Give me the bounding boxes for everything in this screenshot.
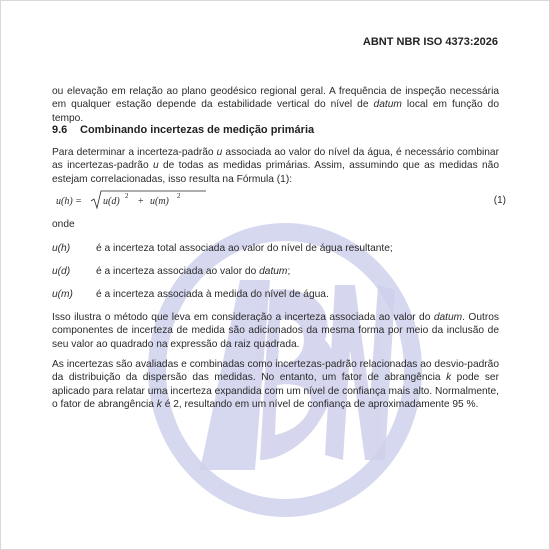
- p1-italic-u1: u: [216, 147, 223, 158]
- p1-text-3: de todas as medidas primárias. Assim, assumindo que as medidas não estejam correlacionadas, isso resulta na Fórmula (1):: [52, 160, 500, 185]
- p1-italic-u2: u: [152, 160, 159, 172]
- formula-1: [56, 188, 506, 212]
- definition-text: é a incerteza associada à medida do nível de água.: [96, 289, 329, 300]
- p3-text-1: As incertezas são avaliadas e combinadas como incertezas-padrão relacionadas ao desvio-padrão da distribuição da dispersão das medidas. No entanto, um fator de abrangência: [52, 359, 499, 384]
- section-number: 9.6: [52, 124, 68, 136]
- definition-symbol: u(d): [52, 266, 71, 277]
- definition-symbol: u(h): [52, 243, 71, 254]
- intro-text-2: local em função do tempo.: [52, 99, 499, 124]
- formula-expression: [56, 188, 256, 212]
- definition-text: [96, 265, 290, 278]
- p2-text-2: . Outros componentes de incerteza de medida são adicionados da mesma forma por meio da inclusão de seu valor ao quadrado na expressão da raiz quadrada.: [52, 312, 500, 350]
- intro-text-1: ou elevação em relação ao plano geodésico regional geral. A frequência de inspeção necessária em qualquer estação depende da estabilidade vertical do nível de: [52, 86, 499, 111]
- formula-term-2: u(m): [150, 196, 169, 207]
- formula-exponent-1: 2: [125, 192, 129, 200]
- definition-text-part: ;: [287, 266, 291, 277]
- definition-symbol: u(m): [52, 289, 73, 300]
- formula-term-1: u(d): [103, 196, 120, 207]
- where-label: onde: [52, 219, 75, 230]
- paragraph-1: [52, 146, 499, 186]
- paragraph-2: [52, 311, 499, 351]
- definition-text-part: é a incerteza associada ao valor do: [96, 266, 260, 277]
- p3-text-2: pode ser aplicado para relatar uma incerteza expandida com um nível de confiança mais alto. Normalmente, o fator de abrangência: [52, 372, 499, 411]
- p1-text-2: associada ao valor do nível da água, é necessário combinar as incertezas-padrão: [52, 147, 499, 172]
- intro-italic-datum: datum: [373, 99, 402, 111]
- section-heading: [52, 124, 314, 137]
- paragraph-3: [52, 358, 499, 412]
- p3-text-3: é 2, resultando em um nível de confiança de aproximadamente 95 %.: [161, 399, 479, 411]
- formula-lhs: u(h) =: [56, 196, 82, 207]
- definition-text: é a incerteza total associada ao valor do nível de água resultante;: [96, 243, 393, 254]
- intro-paragraph: [52, 85, 499, 125]
- p3-italic-k1: k: [446, 372, 452, 384]
- formula-number: (1): [493, 195, 506, 206]
- formula-exponent-2: 2: [177, 192, 181, 200]
- p3-italic-k2: k: [156, 399, 162, 411]
- p1-text-1: Para determinar a incerteza-padrão: [52, 147, 217, 158]
- standard-id-header: ABNT NBR ISO 4373:2026: [362, 36, 498, 48]
- section-title: Combinando incertezas de medição primária: [80, 124, 315, 136]
- definition-italic-datum: datum: [259, 266, 288, 277]
- formula-plus: +: [138, 196, 144, 207]
- p2-text-1: Isso ilustra o método que leva em consideração a incerteza associada ao valor do: [52, 312, 434, 323]
- p2-italic-datum: datum: [433, 312, 463, 323]
